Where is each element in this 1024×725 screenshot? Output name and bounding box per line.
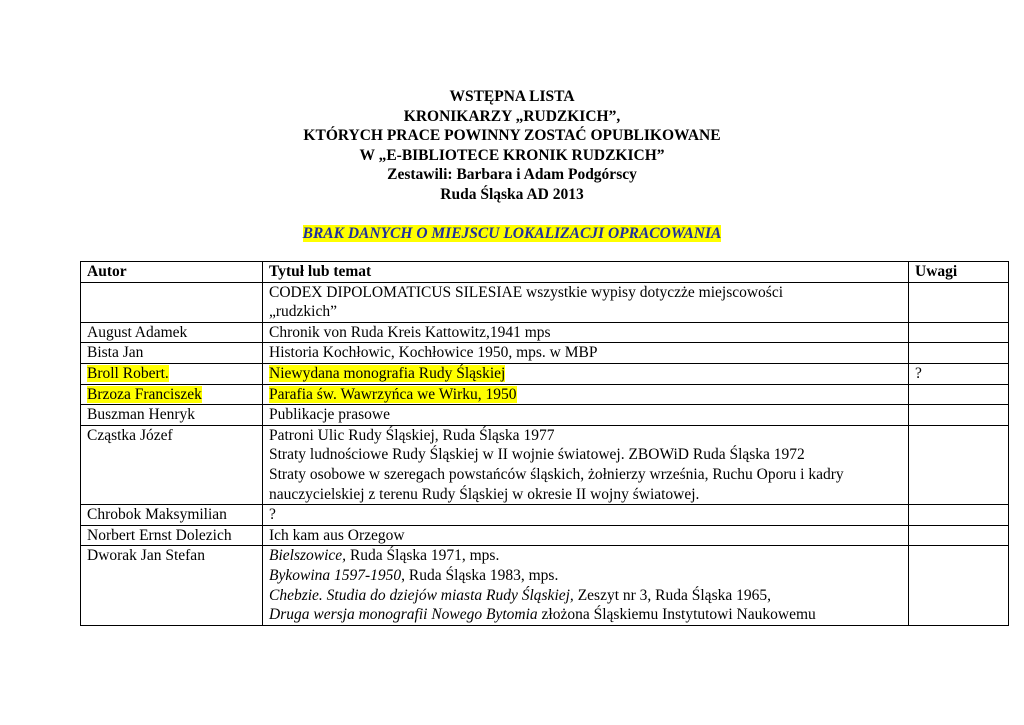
title-cell <box>263 384 909 405</box>
notes-cell <box>909 343 1009 364</box>
document-header <box>0 87 1024 205</box>
title-line: Straty osobowe w szeregach powstańców śląskich, żołnierzy września, Ruchu Oporu i kadry <box>269 465 844 483</box>
highlighted-title: Parafia św. Wawrzyńca we Wirku, 1950 <box>269 385 517 403</box>
header-line-library: W „E-BIBLIOTECE KRONIK RUDZKICH” <box>359 146 665 164</box>
notes-cell <box>909 505 1009 526</box>
header-line-place-date: Ruda Śląska AD 2013 <box>440 185 584 203</box>
table-row <box>81 525 1009 546</box>
notes-cell <box>909 425 1009 504</box>
table-header-row <box>81 262 1009 283</box>
column-header-author: Autor <box>81 262 263 283</box>
table-row <box>81 384 1009 405</box>
author-cell: Cząstka Józef <box>81 425 263 504</box>
notes-cell: ? <box>909 363 1009 384</box>
title-cell: ? <box>263 505 909 526</box>
table-row <box>81 546 1009 625</box>
work-title: Chebzie. Studia do dziejów miasta Rudy Śląskiej, <box>269 586 574 604</box>
table-row <box>81 425 1009 504</box>
title-cell: Historia Kochłowic, Kochłowice 1950, mps. w MBP <box>263 343 909 364</box>
work-title: Bykowina 1597-1950 <box>269 566 402 584</box>
work-details: złożona Śląskiemu Instytutowi Naukowemu <box>537 606 816 624</box>
table-row <box>81 343 1009 364</box>
header-line-subtitle: KRONIKARZY „RUDZKICH”, <box>403 107 621 125</box>
header-line-publication: KTÓRYCH PRACE POWINNY ZOSTAĆ OPUBLIKOWANE <box>303 127 721 145</box>
author-cell: Buszman Henryk <box>81 405 263 426</box>
header-line-title: WSTĘPNA LISTA <box>449 88 575 105</box>
highlighted-title: Niewydana monografia Rudy Śląskiej <box>269 364 506 382</box>
title-cell <box>263 546 909 625</box>
highlighted-author: Broll Robert. <box>87 364 169 382</box>
title-cell <box>263 363 909 384</box>
header-line-authors: Zestawili: Barbara i Adam Podgórscy <box>387 166 637 184</box>
work-details: Zeszyt nr 3, Ruda Śląska 1965, <box>573 586 771 604</box>
notes-cell <box>909 405 1009 426</box>
title-cell <box>263 425 909 504</box>
chroniclers-table <box>80 261 1009 626</box>
notes-cell <box>909 525 1009 546</box>
work-entry <box>269 605 902 625</box>
table-row <box>81 322 1009 343</box>
work-entry <box>269 546 902 566</box>
notes-cell <box>909 322 1009 343</box>
author-cell <box>81 384 263 405</box>
title-cell: Ich kam aus Orzegow <box>263 525 909 546</box>
title-line: CODEX DIPOLOMATICUS SILESIAE wszystkie wypisy dotyczże miejscowości <box>269 283 784 301</box>
author-cell: Bista Jan <box>81 343 263 364</box>
column-header-title: Tytuł lub temat <box>263 262 909 283</box>
table-row <box>81 505 1009 526</box>
title-line: nauczycielskiej z terenu Rudy Śląskiej w okresie II wojny światowej. <box>269 485 700 503</box>
author-cell: Norbert Ernst Dolezich <box>81 525 263 546</box>
title-cell <box>263 282 909 322</box>
title-cell: Publikacje prasowe <box>263 405 909 426</box>
work-details: Ruda Śląska 1971, mps. <box>346 547 500 565</box>
work-entry <box>269 586 902 606</box>
notes-cell <box>909 282 1009 322</box>
title-line: Patroni Ulic Rudy Śląskiej, Ruda Śląska 1977 <box>269 426 555 444</box>
work-entry <box>269 566 902 586</box>
author-cell <box>81 282 263 322</box>
title-line: Straty ludnościowe Rudy Śląskiej w II wojnie światowej. ZBOWiD Ruda Śląska 1972 <box>269 446 805 464</box>
table-row <box>81 405 1009 426</box>
location-notice <box>0 225 1024 243</box>
location-notice-text: BRAK DANYCH O MIEJSCU LOKALIZACJI OPRACOWANIA <box>302 225 722 242</box>
work-title: Bielszowice, <box>269 547 347 565</box>
work-title: Druga wersja monografii Nowego Bytomia <box>269 606 538 624</box>
notes-cell <box>909 546 1009 625</box>
work-details: , Ruda Śląska 1983, mps. <box>401 566 559 584</box>
table-row <box>81 282 1009 322</box>
author-cell: August Adamek <box>81 322 263 343</box>
title-cell: Chronik von Ruda Kreis Kattowitz,1941 mps <box>263 322 909 343</box>
author-cell: Chrobok Maksymilian <box>81 505 263 526</box>
title-line: „rudzkich” <box>269 303 337 321</box>
author-cell: Dworak Jan Stefan <box>81 546 263 625</box>
notes-cell <box>909 384 1009 405</box>
table-row <box>81 363 1009 384</box>
highlighted-author: Brzoza Franciszek <box>87 385 202 403</box>
author-cell <box>81 363 263 384</box>
column-header-notes: Uwagi <box>909 262 1009 283</box>
